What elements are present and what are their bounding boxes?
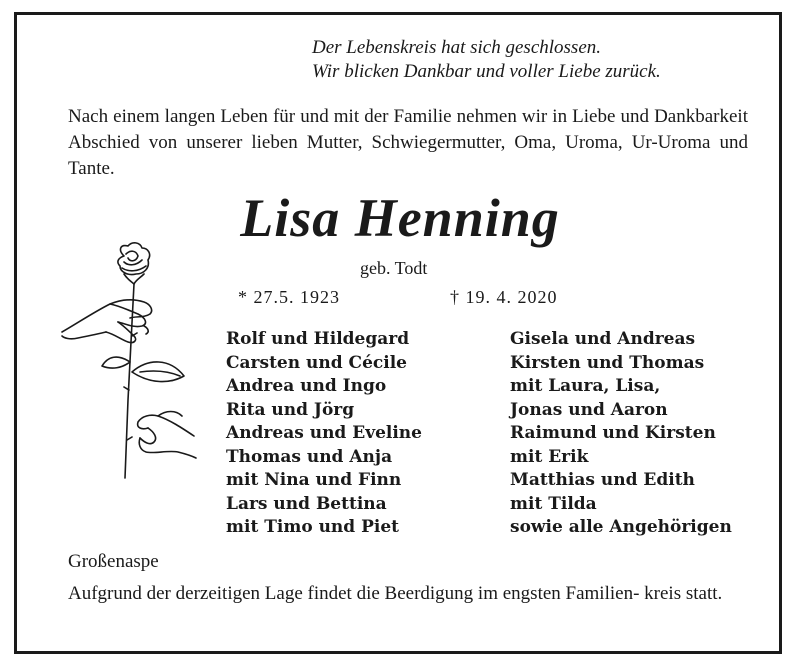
- list-item: Lars und Bettina: [226, 493, 387, 514]
- list-item: sowie alle Angehörigen: [510, 517, 732, 537]
- location: Großenaspe: [68, 551, 159, 572]
- list-item: Matthias und Edith: [510, 470, 695, 490]
- list-item: Jonas und Aaron: [510, 399, 668, 420]
- mourners-left-column: [226, 328, 422, 540]
- list-item: mit Tilda: [510, 493, 597, 514]
- motto: [312, 36, 661, 84]
- list-item: Andrea und Ingo: [226, 376, 387, 396]
- maiden-name: geb. Todt: [360, 258, 428, 278]
- mourners-right-column: [510, 328, 732, 540]
- motto-line-1: Der Lebenskreis hat sich geschlossen.: [312, 37, 601, 58]
- death-date: † 19. 4. 2020: [450, 287, 558, 307]
- list-item: Carsten und Cécile: [226, 352, 407, 373]
- list-item: Rita und Jörg: [226, 399, 355, 420]
- funeral-notice: Aufgrund der derzeitigen Lage findet die Beerdigung im engsten Familien- kreis statt.: [68, 583, 723, 604]
- list-item: mit Nina und Finn: [226, 470, 402, 490]
- list-item: Thomas und Anja: [226, 446, 393, 467]
- list-item: Andreas und Eveline: [226, 423, 422, 443]
- list-item: mit Erik: [510, 446, 589, 467]
- birth-date: * 27.5. 1923: [238, 287, 340, 307]
- motto-line-2: Wir blicken Dankbar und voller Liebe zurück.: [312, 61, 661, 82]
- deceased-name: Lisa Henning: [240, 188, 560, 248]
- list-item: mit Laura, Lisa,: [510, 376, 661, 396]
- list-item: Gisela und Andreas: [510, 329, 696, 349]
- list-item: Kirsten und Thomas: [510, 352, 705, 373]
- rose-in-hands-icon: [58, 240, 198, 490]
- list-item: mit Timo und Piet: [226, 517, 400, 537]
- intro-text: Nach einem langen Leben für und mit der Familie nehmen wir in Liebe und Dankbarkeit Abschied von unserer lieben Mutter, Schwiegermutter, Oma, Uroma, Ur-Uroma und Tante.: [68, 106, 748, 179]
- list-item: Raimund und Kirsten: [510, 423, 716, 443]
- list-item: Rolf und Hildegard: [226, 329, 410, 349]
